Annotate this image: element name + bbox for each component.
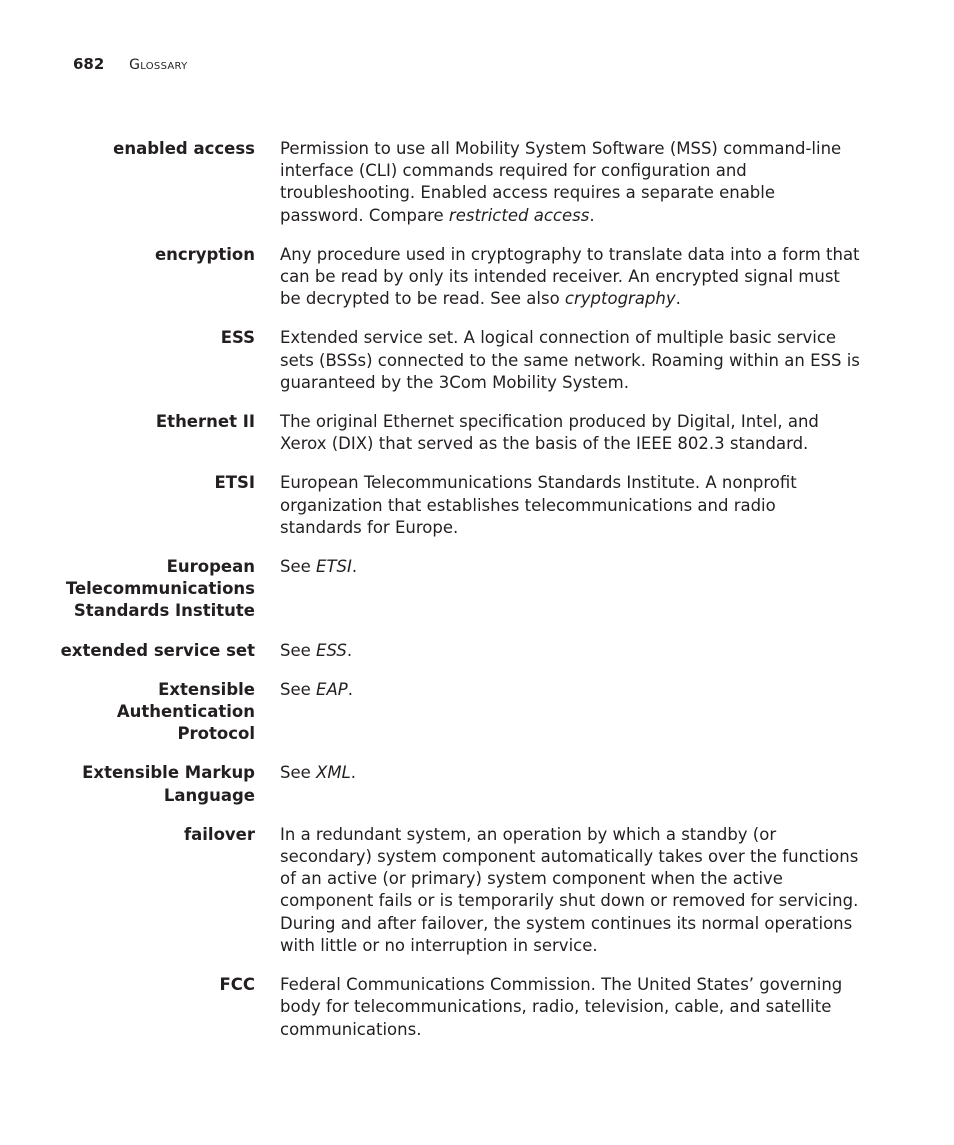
glossary-term: FCC [219,975,255,995]
glossary-term: Extensible Authentication Protocol [116,679,255,744]
definition-text: See [280,557,317,577]
glossary-definition [280,472,860,539]
definition-end: . [346,640,353,660]
glossary-entry [60,472,860,539]
definition-end: . [351,557,358,577]
glossary-entry [60,327,860,394]
definition-end: . [675,289,681,309]
glossary-list [60,138,860,1041]
glossary-entry [60,411,860,455]
cross-reference: cryptography [564,289,676,309]
glossary-term: encryption [154,244,255,264]
definition-text: In a redundant system, an operation by which a standby (or secondary) system component automatically takes over the functions of an active (or primary) system component when the active component fails or is temporarily shut down or removed for servicing. During and after failover, the system continues its normal operations with little or no interruption in service. [280,824,859,955]
glossary-entry [60,824,860,957]
glossary-entry [60,762,860,806]
glossary-term: ETSI [214,473,255,493]
page-number: 682 [73,55,105,73]
glossary-term: enabled access [113,139,255,158]
definition-text: The original Ethernet specification produced by Digital, Intel, and Xerox (DIX) that served as the basis of the IEEE 802.3 standard. [280,412,819,454]
glossary-term: European Telecommunications Standards Institute [65,557,255,621]
glossary-term: Ethernet II [155,412,255,432]
cross-reference: XML [316,763,351,783]
definition-text: See [280,640,317,660]
glossary-entry [60,556,860,623]
glossary-term: extended service set [60,640,255,660]
definition-text: See [280,763,317,783]
glossary-entry [60,974,860,1041]
glossary-entry [60,244,860,311]
definition-text: See [280,679,317,699]
glossary-definition [280,824,860,957]
cross-reference: ESS [316,640,347,660]
definition-end: . [350,763,357,783]
definition-text: Extended service set. A logical connection of multiple basic service sets (BSSs) connected to the same network. Roaming within an ESS is guaranteed by the 3Com Mobility System. [280,328,860,392]
cross-reference: EAP [316,679,348,699]
glossary-definition [280,411,860,455]
definition-text: European Telecommunications Standards Institute. A nonprofit organization that establishes telecommunications and radio standards for Europe. [280,473,797,537]
glossary-entry [60,679,860,746]
glossary-term: failover [183,824,255,844]
glossary-definition [280,974,860,1041]
glossary-entry [60,138,860,227]
glossary-definition [280,679,860,701]
definition-text: Any procedure used in cryptography to translate data into a form that can be read by only its intended receiver. An encrypted signal must be decrypted to be read. See also [280,244,860,309]
glossary-definition [280,327,860,394]
running-head: Glossary [129,57,188,73]
definition-end: . [347,679,353,699]
glossary-definition [280,640,860,662]
glossary-definition [280,138,860,227]
glossary-term: Extensible Markup Language [82,763,255,805]
glossary-definition [280,762,860,784]
definition-end: . [589,205,595,225]
glossary-definition [280,244,860,311]
glossary-definition [280,556,860,578]
page-header [73,54,188,75]
glossary-term: ESS [220,328,255,348]
glossary-entry [60,640,860,662]
cross-reference: ETSI [316,557,352,577]
definition-text: Federal Communications Commission. The United States’ governing body for telecommunications, radio, television, cable, and satellite communications. [280,975,843,1039]
cross-reference: restricted access [448,205,590,225]
definition-text: Permission to use all Mobility System Software (MSS) command-line interface (CLI) commands required for configuration and troubleshooting. Enabled access requires a separate enable password. Compare [280,139,842,225]
